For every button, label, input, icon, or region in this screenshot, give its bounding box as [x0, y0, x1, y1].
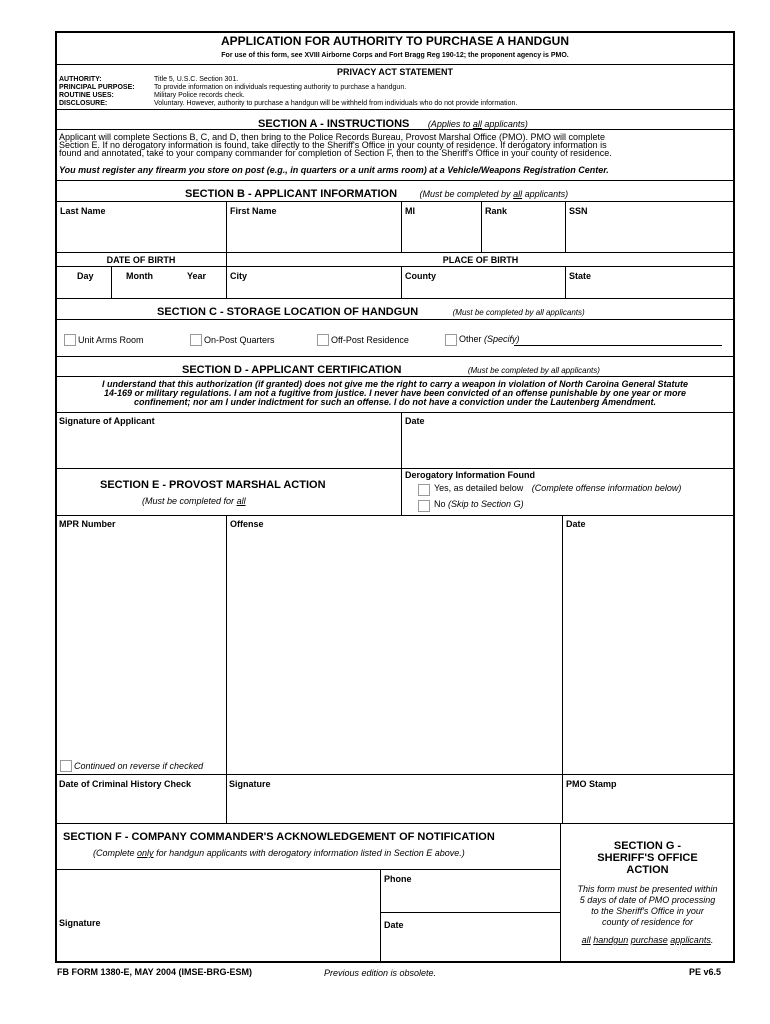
dob-month-field[interactable]: Month: [126, 271, 153, 281]
obsolete-note: Previous edition is obsolete.: [324, 968, 437, 978]
privacy-title: PRIVACY ACT STATEMENT: [336, 67, 453, 77]
continued-label: Continued on reverse if checked: [74, 761, 204, 771]
unit-arms-room-label: Unit Arms Room: [78, 335, 144, 345]
pmo-stamp-field[interactable]: PMO Stamp: [566, 779, 617, 789]
first-name-field[interactable]: First Name: [230, 206, 277, 216]
ssn-field[interactable]: SSN: [569, 206, 588, 216]
derogatory-yes-label: Yes, as detailed below (Complete offense information below): [434, 483, 682, 493]
offense-column[interactable]: Offense: [230, 519, 264, 529]
form-version: PE v6.5: [689, 967, 722, 977]
form-title: APPLICATION FOR AUTHORITY TO PURCHASE A HANDGUN: [220, 34, 569, 48]
section-a-note: (Applies to all applicants): [427, 119, 528, 129]
derogatory-title: Derogatory Information Found: [405, 470, 535, 480]
derogatory-no-label: No (Skip to Section G): [434, 499, 524, 509]
section-f-note: (Complete only for handgun applicants with derogatory information listed in Section E above.): [93, 848, 465, 858]
authority-label: AUTHORITY:: [59, 76, 102, 83]
city-field[interactable]: City: [230, 271, 248, 281]
section-e-note: (Must be completed for all: [142, 496, 246, 506]
section-c-header: [157, 302, 585, 320]
criminal-history-date-field[interactable]: Date of Criminal History Check: [59, 779, 192, 789]
section-c-note: (Must be completed by all applicants): [452, 308, 585, 317]
register-note: You must register any firearm you store on post (e.g., in quarters or a unit arms room) at a Vehicle/Weapons Registration Center.: [59, 165, 609, 175]
disclosure-text: Voluntary. However, authority to purchase a handgun will be withheld from individuals who do not provide information.: [154, 100, 518, 107]
dob-year-field[interactable]: Year: [187, 271, 207, 281]
continued-checkbox[interactable]: [60, 760, 72, 772]
other-label: Other (Specify): [459, 334, 520, 344]
commander-signature-field[interactable]: Signature: [59, 918, 101, 928]
mi-field[interactable]: MI: [405, 206, 415, 216]
pmo-signature-field[interactable]: Signature: [229, 779, 271, 789]
section-b-note: (Must be completed by all applicants): [419, 189, 569, 199]
commander-date-field[interactable]: Date: [384, 920, 404, 930]
uses-label: ROUTINE USES:: [59, 92, 114, 99]
section-e-title: SECTION E - PROVOST MARSHAL ACTION: [100, 479, 326, 491]
uses-text: Military Police records check.: [154, 92, 245, 99]
pob-heading: PLACE OF BIRTH: [442, 255, 519, 265]
state-field[interactable]: State: [569, 271, 592, 281]
on-post-quarters-checkbox[interactable]: [190, 334, 202, 346]
section-a-instructions: Applicant will complete Sections B, C, and D, then bring to the Police Records Bureau, Provost Marshal Office (PMO). PMO will complete Section E. If no derogatory information is found, take directly to the Sheriff's Office in your county of residence. If derogatory information is found and annotated, take to your company commander for completion of Section F, then to the Sheriff's Office in your county of residence.: [59, 132, 612, 158]
purpose-text: To provide information on individuals requesting authority to purchase a handgun.: [154, 84, 407, 91]
section-g-text: This form must be presented within 5 days of date of PMO processing to the Sheriff's Office in your county of residence for: [577, 884, 718, 927]
section-d-note: (Must be completed by all applicants): [467, 366, 600, 375]
applicant-date-field[interactable]: Date: [405, 416, 425, 426]
privacy-texts: [154, 76, 517, 108]
privacy-labels: [59, 76, 135, 108]
section-b-header: [185, 184, 568, 202]
derogatory-yes-checkbox[interactable]: [418, 484, 430, 496]
section-c-title: SECTION C - STORAGE LOCATION OF HANDGUN: [157, 306, 419, 318]
county-field[interactable]: County: [405, 271, 436, 281]
purpose-label: PRINCIPAL PURPOSE:: [59, 84, 135, 91]
off-post-residence-checkbox[interactable]: [317, 334, 329, 346]
certification-text: I understand that this authorization (if granted) does not give me the right to carry a weapon in violation of North Caroina General Statute 14-169 or military regulations. I am not a fugitive from justice. I never have been convicted of an offense punishable by one year or more confinement; nor am I under indictment for such an offense. I do not have a conviction under the Lautenberg Amendment.: [101, 379, 689, 407]
authority-text: Title 5, U.S.C. Section 301.: [154, 76, 239, 83]
section-g-title: SECTION G - SHERIFF'S OFFICE ACTION: [597, 840, 698, 876]
section-b-title: SECTION B - APPLICANT INFORMATION: [185, 188, 398, 200]
on-post-quarters-label: On-Post Quarters: [204, 335, 275, 345]
off-post-residence-label: Off-Post Residence: [331, 335, 409, 345]
other-checkbox[interactable]: [445, 334, 457, 346]
section-f-title: SECTION F - COMPANY COMMANDER'S ACKNOWLEDGEMENT OF NOTIFICATION: [63, 831, 495, 843]
applicant-signature-field[interactable]: Signature of Applicant: [59, 416, 155, 426]
other-specify-line[interactable]: [514, 345, 722, 346]
derogatory-no-checkbox[interactable]: [418, 500, 430, 512]
dob-day-field[interactable]: Day: [77, 271, 94, 281]
section-g-underlined: all handgun purchase applicants.: [581, 935, 714, 945]
form-id: FB FORM 1380-E, MAY 2004 (IMSE-BRG-ESM): [57, 967, 253, 977]
commander-phone-field[interactable]: Phone: [384, 874, 412, 884]
last-name-field[interactable]: Last Name: [60, 206, 106, 216]
section-d-title: SECTION D - APPLICANT CERTIFICATION: [182, 364, 402, 376]
unit-arms-room-checkbox[interactable]: [64, 334, 76, 346]
offense-date-column[interactable]: Date: [566, 519, 586, 529]
section-a-title: SECTION A - INSTRUCTIONS: [258, 118, 410, 130]
form-subtitle: For use of this form, see XVIII Airborne Corps and Fort Bragg Reg 190-12; the proponent agency is PMO.: [221, 52, 569, 59]
dob-heading: DATE OF BIRTH: [106, 255, 176, 265]
disclosure-label: DISCLOSURE:: [59, 100, 108, 107]
rank-field[interactable]: Rank: [485, 206, 508, 216]
mpr-number-column[interactable]: MPR Number: [59, 519, 116, 529]
